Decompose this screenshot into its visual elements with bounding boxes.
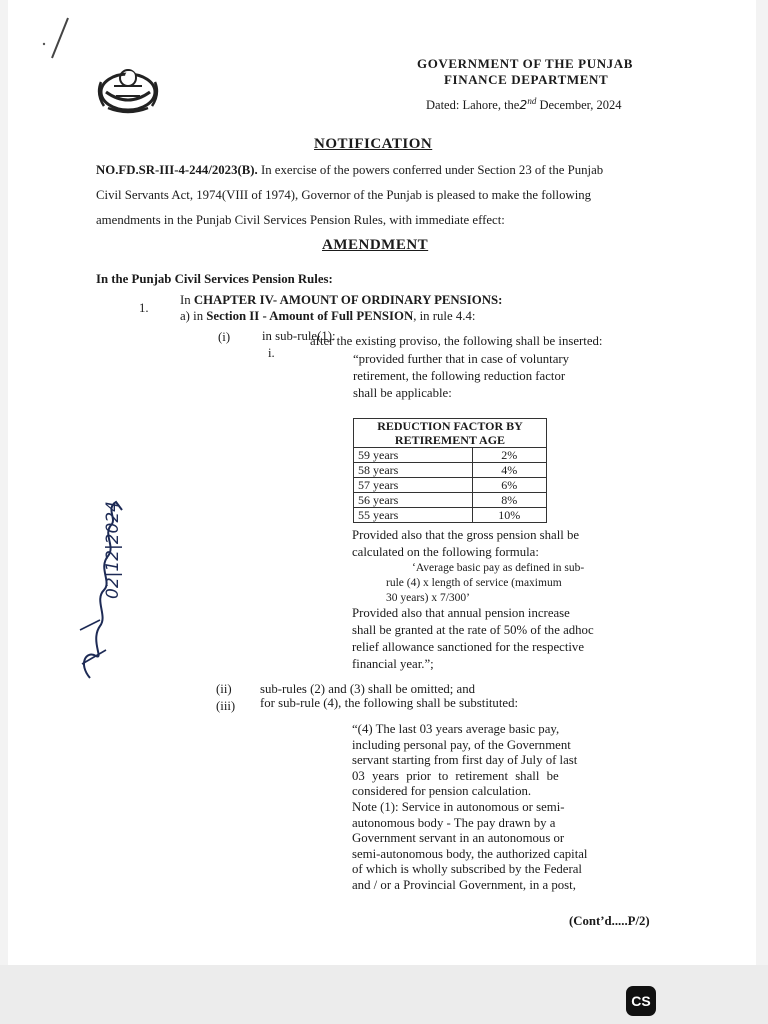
formula-line-3: 30 years) x 7/300’ xyxy=(386,592,470,604)
signature-date: 02|12|2024 xyxy=(102,501,123,599)
notification-title: NOTIFICATION xyxy=(314,136,433,152)
rule-4-line: and / or a Provincial Government, in a post, xyxy=(352,877,576,892)
sub-i-i-text: after the existing proviso, the following shall be inserted: xyxy=(310,334,603,348)
document-page xyxy=(8,0,756,965)
header-department: FINANCE DEPARTMENT xyxy=(444,72,609,87)
table-age: 56 years xyxy=(354,493,473,508)
item-1-prefix: In xyxy=(180,293,194,307)
punjab-emblem xyxy=(92,60,164,118)
table-factor: 4% xyxy=(472,463,547,478)
dated-suffix: nd xyxy=(527,96,537,106)
table-age: 57 years xyxy=(354,478,473,493)
dated-rest: December, 2024 xyxy=(539,98,622,113)
table-row xyxy=(354,508,547,523)
rule-4-line: servant starting from first day of July of last xyxy=(352,753,578,768)
table-factor: 6% xyxy=(472,478,547,493)
item-1-a xyxy=(180,309,475,324)
table-age: 58 years xyxy=(354,463,473,478)
intro-line-3: amendments in the Punjab Civil Services Pension Rules, with immediate effect: xyxy=(96,213,505,227)
proviso-3-line-1: Provided also that annual pension increase xyxy=(352,606,570,620)
formula-line-2: rule (4) x length of service (maximum xyxy=(386,577,562,589)
continued-marker: (Cont’d.....P/2) xyxy=(569,914,650,928)
rule-4-block xyxy=(352,722,624,894)
item-1-chapter: CHAPTER IV- AMOUNT OF ORDINARY PENSIONS: xyxy=(193,293,503,307)
table-header-row xyxy=(354,419,547,448)
sub-iii-number: (iii) xyxy=(216,699,236,713)
proviso-1-line-2: retirement, the following reduction factor xyxy=(353,369,566,383)
proviso-1-line-1: “provided further that in case of voluntary xyxy=(353,352,570,366)
rule-4-line: “(4) The last 03 years average basic pay, xyxy=(352,722,560,736)
table-row xyxy=(354,448,547,463)
table-factor: 10% xyxy=(472,508,547,523)
proviso-2-line-2: calculated on the following formula: xyxy=(352,545,539,559)
table-factor: 8% xyxy=(472,493,547,508)
header-government: GOVERNMENT OF THE PUNJAB xyxy=(417,56,634,71)
table-row xyxy=(354,463,547,478)
rule-4-line: considered for pension calculation. xyxy=(352,784,532,799)
sub-ii-number: (ii) xyxy=(216,682,232,696)
rule-4-line: including personal pay, of the Government xyxy=(352,737,571,752)
rule-4-line: autonomous body - The pay drawn by a xyxy=(352,815,556,830)
dated-prefix: Dated: Lahore, the xyxy=(426,98,520,113)
table-row xyxy=(354,493,547,508)
proviso-3-line-4: financial year.”; xyxy=(352,657,434,671)
item-1-text xyxy=(180,293,502,308)
table-header-line-1: REDUCTION FACTOR BY xyxy=(377,419,523,433)
dated-day: 2 xyxy=(519,97,528,113)
rule-4-line: Government servant in an autonomous or xyxy=(352,831,565,846)
sub-ii-text: sub-rules (2) and (3) shall be omitted; and xyxy=(260,682,476,696)
in-rules-heading: In the Punjab Civil Services Pension Rules: xyxy=(96,272,333,286)
proviso-3-line-2: shall be granted at the rate of 50% of the adhoc xyxy=(352,623,594,637)
intro-line-1 xyxy=(96,163,603,178)
sub-iii-text: for sub-rule (4), the following shall be substituted: xyxy=(260,696,519,710)
rule-4-line: Note (1): Service in autonomous or semi- xyxy=(352,799,565,814)
rule-4-line: of which is wholly subscribed by the Federal xyxy=(352,862,582,877)
pen-mark xyxy=(36,14,76,64)
intro-line-2: Civil Servants Act, 1974(VIII of 1974), Governor of the Punjab is pleased to make the following xyxy=(96,188,592,202)
item-1-a-section: Section II - Amount of Full PENSION xyxy=(206,309,414,323)
table-age: 55 years xyxy=(354,508,473,523)
reduction-factor-table xyxy=(353,418,547,523)
item-1-a-rest: , in rule 4.4: xyxy=(413,309,476,323)
item-1-a-prefix: a) in xyxy=(180,309,207,323)
sub-i-i-number: i. xyxy=(268,346,275,360)
rule-4-line: 03 years prior to retirement shall be xyxy=(352,768,559,783)
sub-i-text: in sub-rule(1): xyxy=(262,329,336,343)
amendment-title: AMENDMENT xyxy=(322,237,429,253)
table-age: 59 years xyxy=(354,448,473,463)
notification-number: NO.FD.SR-III-4-244/2023(B). xyxy=(96,163,258,177)
intro-line-1-rest: In exercise of the powers conferred under Section 23 of the Punjab xyxy=(260,163,604,177)
item-1-number: 1. xyxy=(139,301,149,315)
table-header-line-2: RETIREMENT AGE xyxy=(394,433,506,447)
proviso-1-line-3: shall be applicable: xyxy=(353,386,452,400)
table-header xyxy=(354,419,547,448)
camscanner-badge: CS xyxy=(626,986,656,1016)
rule-4-line: semi-autonomous body, the authorized capital xyxy=(352,846,588,861)
formula-line-1: ‘Average basic pay as defined in sub- xyxy=(412,562,585,574)
proviso-2-line-1: Provided also that the gross pension shall be xyxy=(352,528,580,542)
table-row xyxy=(354,478,547,493)
sub-i-number: (i) xyxy=(218,330,231,344)
proviso-3-line-3: relief allowance sanctioned for the respective xyxy=(352,640,585,654)
table-factor: 2% xyxy=(472,448,547,463)
header-dated xyxy=(426,96,622,113)
